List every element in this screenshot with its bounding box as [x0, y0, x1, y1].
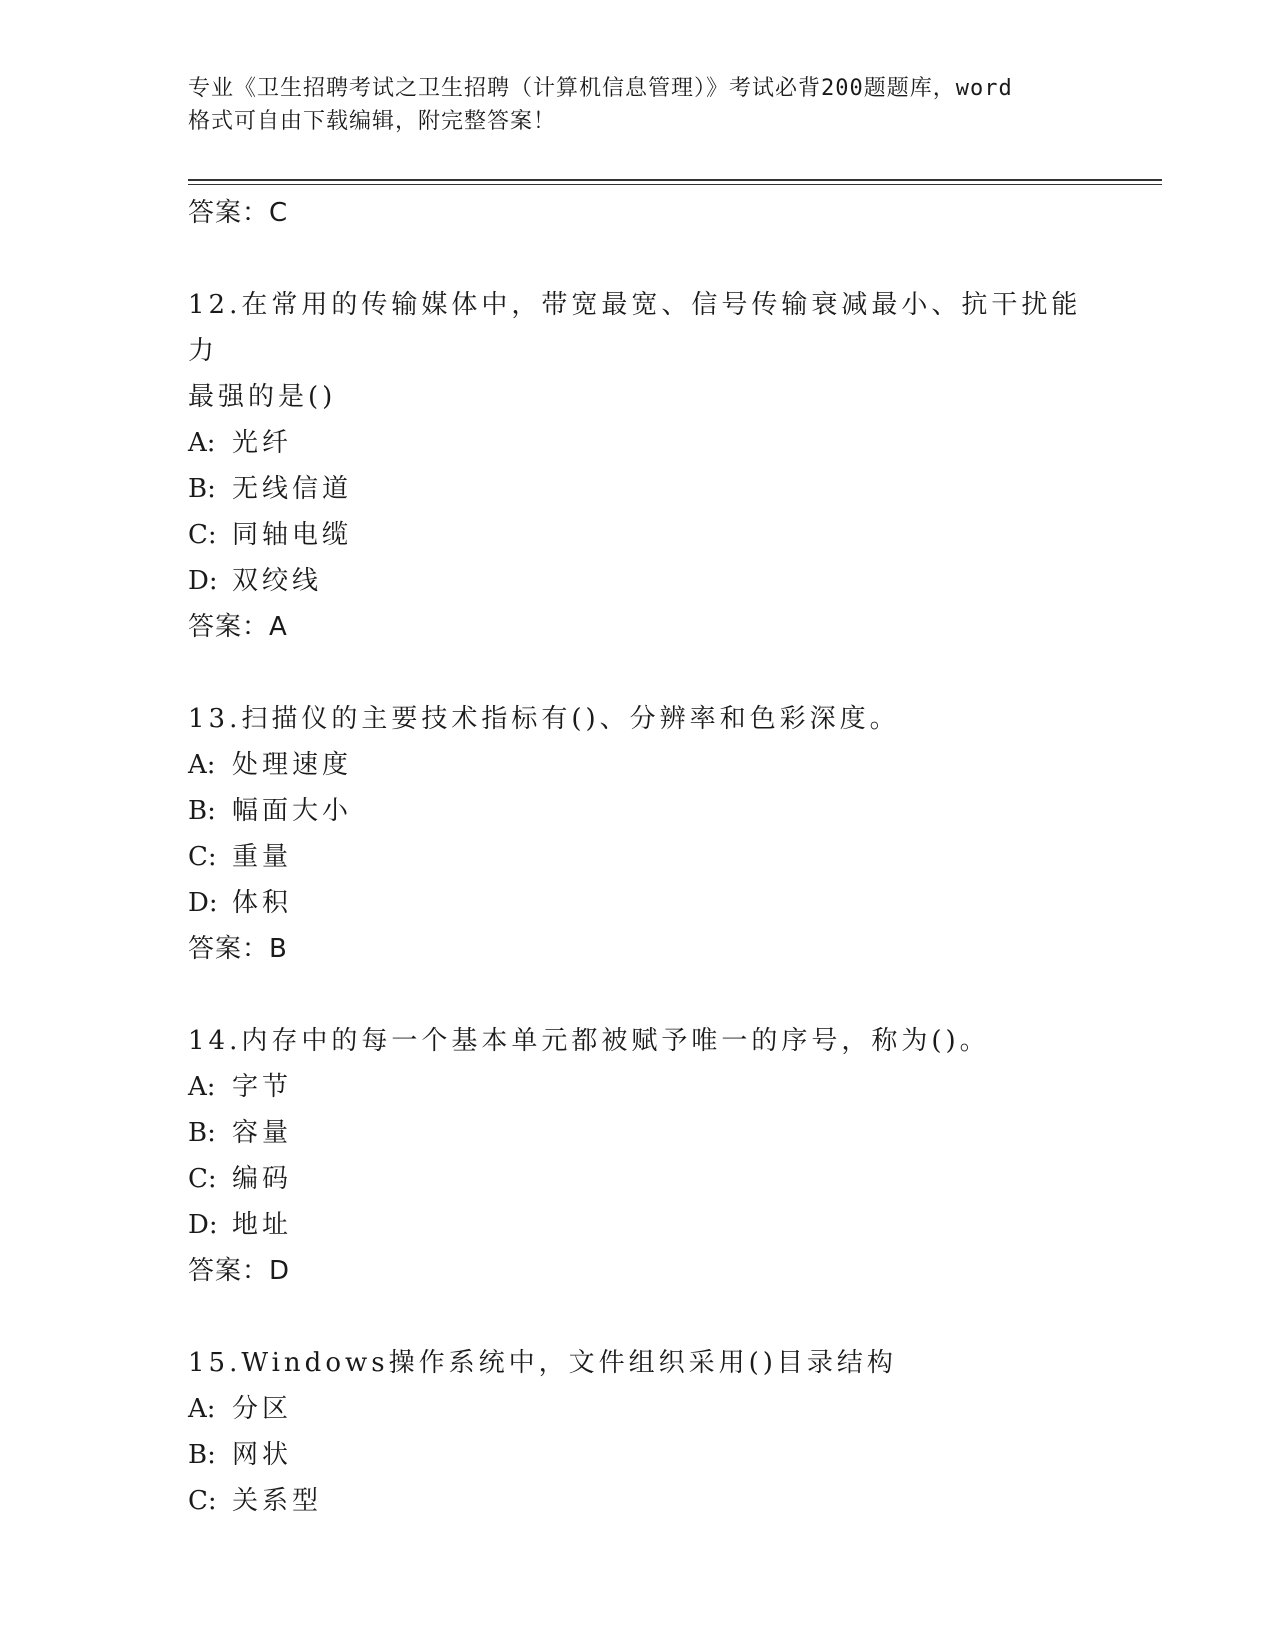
question-13	[188, 696, 1088, 972]
question-stem	[188, 1018, 1088, 1064]
option-a	[188, 742, 1088, 788]
option-key: D:	[188, 1210, 218, 1240]
option-text: 幅面大小	[232, 796, 353, 826]
option-key: C:	[188, 1164, 217, 1194]
option-b	[188, 788, 1088, 834]
option-c	[188, 1478, 1088, 1524]
option-key: A:	[188, 750, 216, 780]
document-header	[188, 72, 1088, 138]
answer-line: 答案：A	[188, 612, 288, 642]
answer-line: 答案：D	[188, 1256, 291, 1286]
option-text: 体积	[232, 888, 293, 918]
option-key: C:	[188, 1486, 217, 1516]
header-divider-thin	[188, 184, 1162, 185]
option-text: 同轴电缆	[232, 520, 353, 550]
question-stem-line: 15.Windows操作系统中，文件组织采用()目录结构	[188, 1348, 897, 1378]
option-b	[188, 1432, 1088, 1478]
option-text: 地址	[232, 1210, 293, 1240]
option-key: A:	[188, 428, 216, 458]
option-text: 无线信道	[232, 474, 353, 504]
option-key: C:	[188, 520, 217, 550]
option-key: D:	[188, 888, 218, 918]
option-b	[188, 1110, 1088, 1156]
option-text: 重量	[232, 842, 293, 872]
option-text: 关系型	[232, 1486, 323, 1516]
question-stem	[188, 282, 1088, 420]
option-key: B:	[188, 1440, 216, 1470]
answer-line: 答案：C	[188, 198, 289, 228]
question-stem-line: 12.在常用的传输媒体中，带宽最宽、信号传输衰减最小、抗干扰能力	[188, 290, 1082, 366]
question-12	[188, 282, 1088, 650]
option-c	[188, 834, 1088, 880]
option-text: 网状	[232, 1440, 293, 1470]
question-14	[188, 1018, 1088, 1294]
option-c	[188, 512, 1088, 558]
header-line-1: 专业《卫生招聘考试之卫生招聘（计算机信息管理）》考试必背200题题库，word	[188, 76, 1013, 101]
question-15	[188, 1340, 1088, 1524]
option-text: 字节	[232, 1072, 293, 1102]
question-stem	[188, 1340, 1088, 1386]
option-c	[188, 1156, 1088, 1202]
option-a	[188, 1064, 1088, 1110]
question-stem-line: 14.内存中的每一个基本单元都被赋予唯一的序号，称为()。	[188, 1026, 990, 1056]
option-key: B:	[188, 1118, 216, 1148]
option-d	[188, 1202, 1088, 1248]
option-key: B:	[188, 474, 216, 504]
option-text: 处理速度	[232, 750, 353, 780]
option-d	[188, 558, 1088, 604]
option-key: B:	[188, 796, 216, 826]
option-key: D:	[188, 566, 218, 596]
option-key: A:	[188, 1072, 216, 1102]
header-line-2: 格式可自由下载编辑，附完整答案！	[188, 109, 557, 134]
option-d	[188, 880, 1088, 926]
question-stem-line: 最强的是()	[188, 382, 337, 412]
option-b	[188, 466, 1088, 512]
option-a	[188, 1386, 1088, 1432]
option-key: A:	[188, 1394, 216, 1424]
option-key: C:	[188, 842, 217, 872]
option-text: 双绞线	[232, 566, 323, 596]
question-stem-line: 13.扫描仪的主要技术指标有()、分辨率和色彩深度。	[188, 704, 900, 734]
option-text: 编码	[232, 1164, 293, 1194]
option-a	[188, 420, 1088, 466]
answer-line: 答案：B	[188, 934, 288, 964]
option-text: 容量	[232, 1118, 293, 1148]
question-stem	[188, 696, 1088, 742]
header-divider-thick	[188, 179, 1162, 181]
question-list	[188, 190, 1088, 1524]
option-text: 光纤	[232, 428, 293, 458]
option-text: 分区	[232, 1394, 293, 1424]
